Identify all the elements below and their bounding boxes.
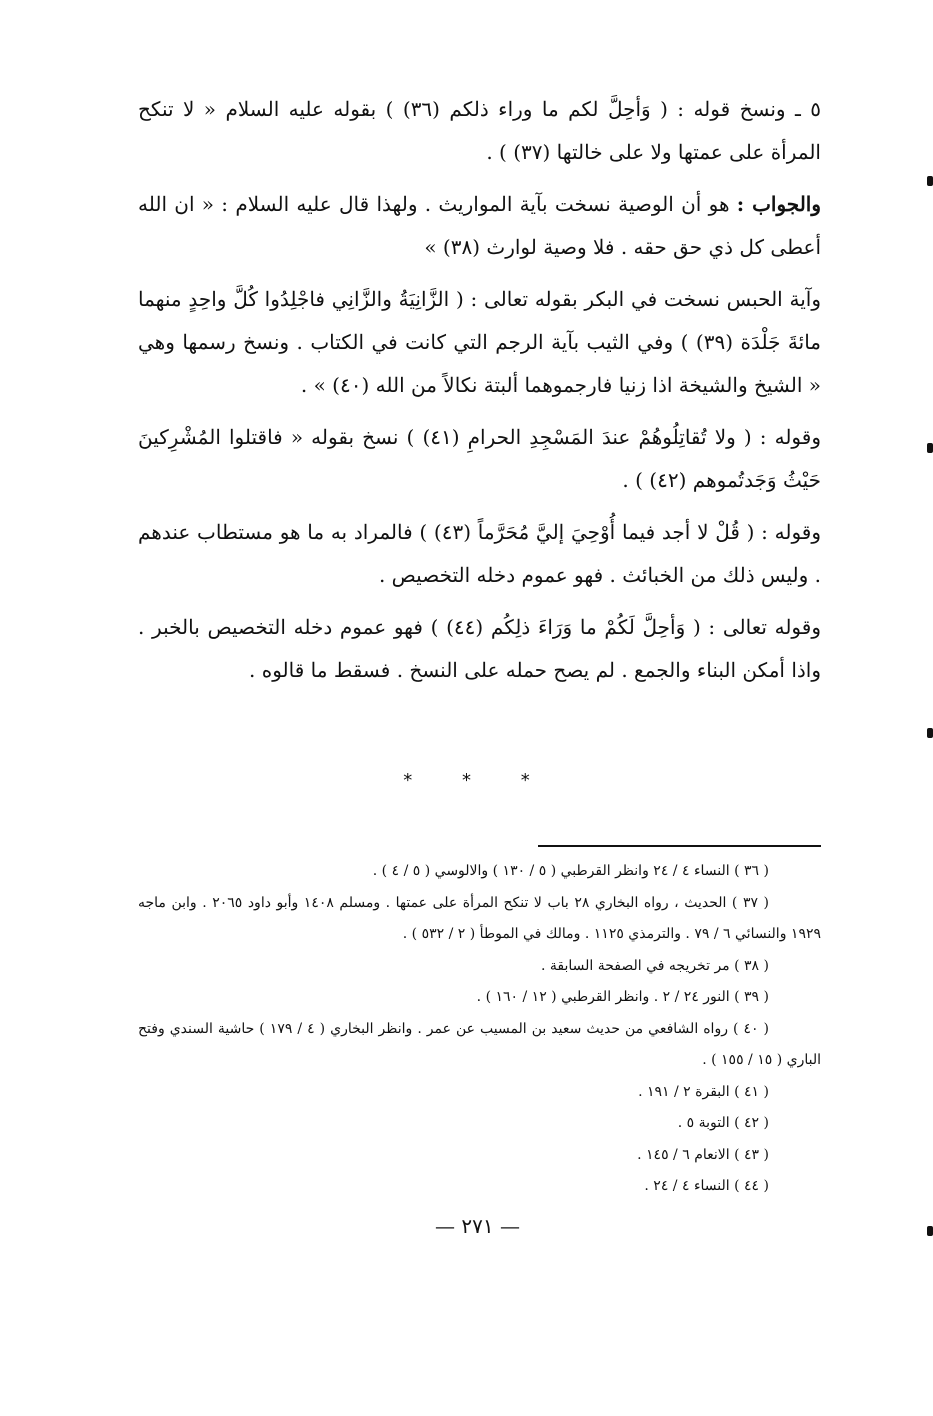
paragraph-2-lead: والجواب : bbox=[736, 192, 821, 216]
footnote-42: ( ٤٢ ) التوبة ٥ . bbox=[677, 1115, 769, 1131]
footnote-40: ( ٤٠ ) رواه الشافعي من حديث سعيد بن المسيب عن عمر . وانظر البخاري ( ٤ / ١٧٩ ) حاشية السندي وفتح الباري ( ١٥ / ١٥٥ ) . bbox=[138, 1020, 821, 1068]
main-text-block bbox=[138, 88, 821, 701]
paragraph-6-text: وقوله تعالى : ( وَأحِلَّ لَكُمْ ما وَرَاءَ ذلِكُم (٤٤) ) فهو عموم دخله التخصيص بالخبر . واذا أمكن البناء والجمع . لم يصح حمله على النسخ . فسقط ما قالوه . bbox=[138, 615, 821, 682]
paragraph-5-text: وقوله : ( قُلْ لا أجد فيما أُوْحِيَ إليَّ مُحَرَّماً (٤٣) ) فالمراد به ما هو مستطاب عندهم . وليس ذلك من الخبائث . فهو عموم دخله التخصيص . bbox=[138, 520, 821, 587]
paragraph-3 bbox=[138, 278, 821, 407]
paragraph-3-text: وآية الحبس نسخت في البكر بقوله تعالى : ( الزَّانِيَةُ والزَّانِي فاجْلِدُوا كُلَّ واحِدٍ منهما مائةَ جَلْدَة (٣٩) ) وفي الثيب بآية الرجم التي كانت في الكتاب . ونسخ رسمها وهي « الشيخ والشيخة اذا زنيا فارجموهما ألبتة نكالاً من الله (٤٠) » . bbox=[138, 287, 822, 397]
paragraph-1 bbox=[138, 88, 821, 174]
footnote-divider bbox=[538, 845, 821, 847]
footnotes-block bbox=[138, 856, 821, 1203]
footnote-39: ( ٣٩ ) النور ٢٤ / ٢ . وانظر القرطبي ( ١٢ / ١٦٠ ) . bbox=[476, 989, 769, 1005]
footnote-43: ( ٤٣ ) الانعام ٦ / ١٤٥ . bbox=[637, 1146, 769, 1163]
paragraph-6 bbox=[138, 606, 821, 692]
paragraph-5 bbox=[138, 511, 821, 597]
scan-edge-mark bbox=[927, 728, 933, 738]
paragraph-1-text: ٥ ـ ونسخ قوله : ( وَأحِلَّ لكم ما وراء ذلكم (٣٦) ) بقوله عليه السلام « لا تنكح المرأة على عمتها ولا على خالتها (٣٧) ) . bbox=[138, 97, 822, 164]
page-number: — ٢٧١ — bbox=[435, 1214, 520, 1238]
footnote-44: ( ٤٤ ) النساء ٤ / ٢٤ . bbox=[644, 1178, 769, 1194]
paragraph-4 bbox=[138, 416, 821, 502]
footnote-36: ( ٣٦ ) النساء ٤ / ٢٤ وانظر القرطبي ( ٥ / ١٣٠ ) والالوسي ( ٥ / ٤ ) . bbox=[372, 863, 769, 879]
scan-edge-mark bbox=[927, 176, 933, 186]
footnote-38: ( ٣٨ ) مر تخريجه في الصفحة السابقة . bbox=[540, 957, 769, 974]
footnote-41: ( ٤١ ) البقرة ٢ / ١٩١ . bbox=[638, 1083, 769, 1100]
section-separator: * * * bbox=[403, 770, 552, 791]
paragraph-4-text: وقوله : ( ولا تُقاتِلُوهُمْ عندَ المَسْجِدِ الحرامِ (٤١) ) نسخ بقوله « فاقتلوا المُشْرِكينَ حَيْثُ وَجَدتُموهم (٤٢) ) . bbox=[138, 425, 821, 492]
scan-edge-mark bbox=[927, 1226, 933, 1236]
paragraph-2-text: هو أن الوصية نسخت بآية المواريث . ولهذا قال عليه السلام : « ان الله أعطى كل ذي حق حقه . فلا وصية لوارث (٣٨) » bbox=[138, 192, 821, 259]
footnote-37: ( ٣٧ ) الحديث ، رواه البخاري ٢٨ باب لا تنكح المرأة على عمتها . ومسلم ١٤٠٨ وأبو داود ٢٠٦٥ . وابن ماجه ١٩٢٩ والنسائي ٦ / ٧٩ . والترمذي ١١٢٥ . ومالك في الموطأ ( ٢ / ٥٣٢ ) . bbox=[138, 894, 821, 942]
paragraph-2 bbox=[138, 183, 821, 269]
scan-edge-mark bbox=[927, 443, 933, 453]
